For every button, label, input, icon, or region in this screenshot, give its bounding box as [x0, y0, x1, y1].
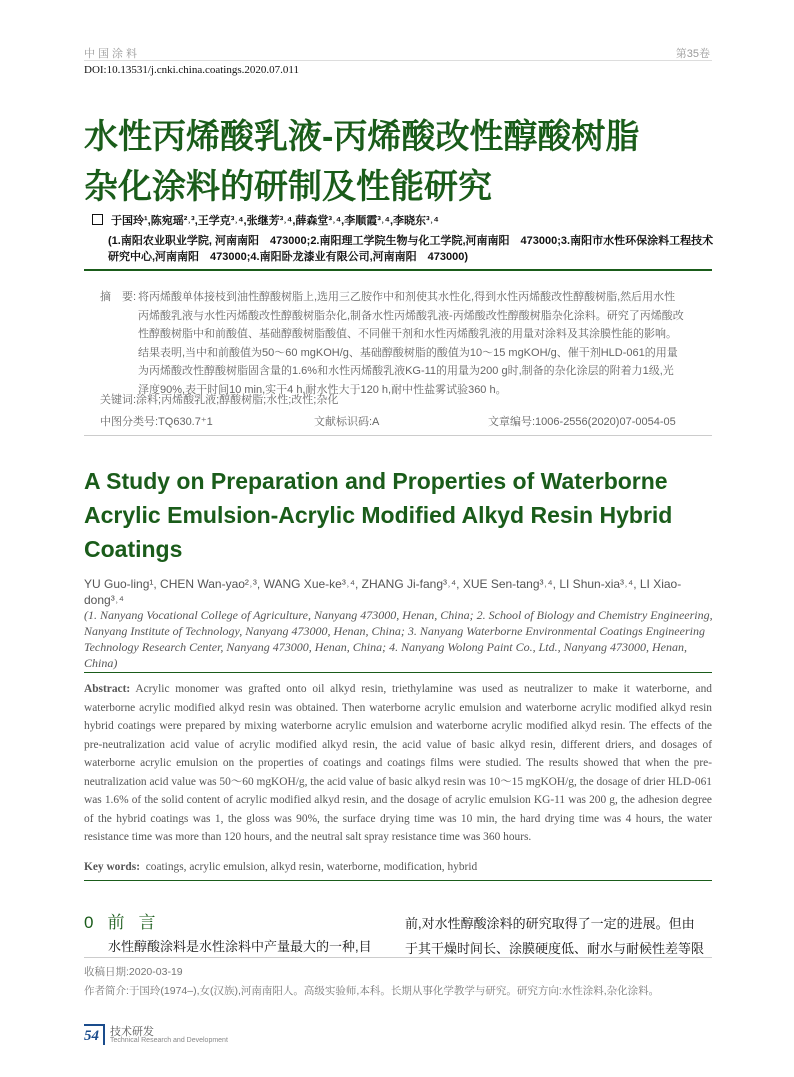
en-title-line: A Study on Preparation and Properties of Waterborne [84, 468, 668, 494]
author-bio: 作者简介:于国玲(1974–),女(汉族),河南南阳人。高级实验师,本科。长期从事化学教学与研究。研究方向:水性涂料,杂化涂料。 [84, 985, 660, 997]
cn-title [84, 112, 724, 212]
body-line: 于其干燥时间长、涂膜硬度低、耐水与耐候性差等限 [405, 941, 705, 956]
en-title-line: Acrylic Emulsion-Acrylic Modified Alkyd Resin Hybrid [84, 502, 673, 528]
received-date: 收稿日期:2020-03-19 [84, 966, 183, 978]
body-line: 前,对水性醇酸涂料的研究取得了一定的进展。但由 [405, 916, 695, 931]
divider [84, 672, 712, 673]
en-authors: YU Guo-ling¹, CHEN Wan-yao²˒³, WANG Xue-ke³˒⁴, ZHANG Ji-fang³˒⁴, XUE Sen-tang³˒⁴, LI Shun-xia³˒⁴, LI Xiao-dong³˒⁴ [84, 577, 682, 607]
cn-author-list: 于国玲¹,陈宛瑶²˒³,王学克³˒⁴,张继芳³˒⁴,薛森堂³˒⁴,李顺霞³˒⁴,李晓东³˒⁴ [111, 215, 439, 227]
en-affiliations: (1. Nanyang Vocational College of Agriculture, Nanyang 473000, Henan, China; 2. School of Biology and Chemistry Engineering, Nanyang Institute of Technology, Nanyang 473000, Henan, China; 3. Nanyang Waterborne Environmental Coatings Engineering Technology Research Center, Nanyang 473000, Henan, China; 4. Nanyang Wolong Paint Co., Ltd., Nanyang 473000, Henan, China) [84, 608, 713, 670]
section-name-en: Technical Research and Development [110, 1037, 228, 1044]
en-abstract-label: Abstract: [84, 683, 131, 695]
cn-abstract-text: 将丙烯酸单体接枝到油性醇酸树脂上,选用三乙胺作中和剂使其水性化,得到水性丙烯酸改性醇酸树脂,然后用水性丙烯酸乳液与水性丙烯酸改性醇酸树脂杂化,制备水性丙烯酸乳液-丙烯酸改性醇酸树脂杂化涂料。研究了丙烯酸改性醇酸树脂中和前酸值、基础醇酸树脂酸值、不同催干剂和水性丙烯酸乳液的用量对涂料及其涂膜性能的影响。结果表明,当中和前酸值为50～60 mgKOH/g、基础醇酸树脂的酸值为10～15 mgKOH/g、催干剂HLD-061的用量为丙烯酸改性醇酸树脂固含量的1.6%和水性丙烯酸乳液KG-11的用量为200 g时,制备的杂化涂层的附着力1级,光泽度90%,表干时间10 min,实干4 h,耐水性大于120 h,耐中性盐雾试验360 h。 [138, 291, 684, 396]
cn-affiliations: (1.南阳农业职业学院, 河南南阳 473000;2.南阳理工学院生物与化工学院,河南南阳 473000;3.南阳市水性环保涂料工程技术研究中心,河南南阳 473000;4.南阳卧龙漆业有限公司,河南南阳 473000) [108, 235, 714, 263]
cn-authors [92, 212, 439, 228]
en-title-line: Coatings [84, 536, 183, 562]
cn-title-line: 水性丙烯酸乳液-丙烯酸改性醇酸树脂 [84, 118, 640, 156]
section-number: 0 [84, 913, 94, 932]
journal-name: 中国涂料 [84, 48, 140, 60]
document-code: 文献标识码:A [314, 416, 380, 428]
body-text-col1: 水性醇酸涂料是水性涂料中产量最大的一种,目 [108, 939, 372, 954]
en-abstract [84, 680, 712, 847]
en-keywords [84, 861, 477, 873]
page-number: 54 [84, 1024, 105, 1045]
classification-number: 中图分类号:TQ630.7⁺1 [100, 416, 213, 428]
cn-abstract-label: 摘 要: [100, 291, 137, 303]
en-keywords-label: Key words: [84, 861, 140, 873]
cn-keywords: 关键词:涂料;丙烯酸乳液;醇酸树脂;水性;改性;杂化 [100, 394, 339, 406]
section-name-cn: 技术研发 [110, 1026, 154, 1038]
en-keywords-text: coatings, acrylic emulsion, alkyd resin, waterborne, modification, hybrid [145, 861, 478, 873]
en-title [84, 464, 684, 566]
divider [84, 957, 712, 958]
section-heading [84, 908, 169, 933]
cn-abstract [100, 288, 684, 399]
doi: DOI:10.13531/j.cnki.china.coatings.2020.07.011 [84, 64, 299, 76]
volume: 第35卷 [675, 48, 710, 60]
en-abstract-text: Acrylic monomer was grafted onto oil alkyd resin, triethylamine was used as neutralizer to make it waterborne, and waterborne acrylic modified alkyd resin was obtained. Then waterborne acrylic emulsion and waterborne acrylic modified alkyd resin hybrid coatings were prepared by mixing waterborne acrylic emulsion and waterborne acrylic modified alkyd resin. The effects of the pre-neutralization acid value of acrylic modified alkyd resin, the acid value of basic alkyd resin, different driers, and dosages of waterborne acrylic emulsion on the properties of coatings and coatings films were studied. The results showed that when the pre-neutralization acid value was 50～60 mgKOH/g, the acid value of basic alkyd resin was 10～15 mgKOH/g, the dosage of drier HLD-061 was 1.6% of the solid content of acrylic modified alkyd resin, and the dosage of acrylic emulsion KG-11 was 200 g, the adhesion degree of the hybrid coatings was 1, the gloss was 90%, the surface drying time was 10 min, the hard drying time was 4 hours, the water resistance time was more than 120 hours, and the neutral salt spray resistance time was 360 hours. [84, 683, 713, 843]
divider [84, 435, 712, 436]
article-number: 文章编号:1006-2556(2020)07-0054-05 [488, 416, 676, 428]
section-title: 前言 [107, 913, 170, 932]
divider [84, 880, 712, 881]
cn-title-line: 杂化涂料的研制及性能研究 [84, 168, 492, 206]
divider [84, 60, 712, 61]
body-text-col2 [405, 911, 704, 961]
square-bullet-icon [92, 214, 103, 225]
divider [84, 269, 712, 271]
